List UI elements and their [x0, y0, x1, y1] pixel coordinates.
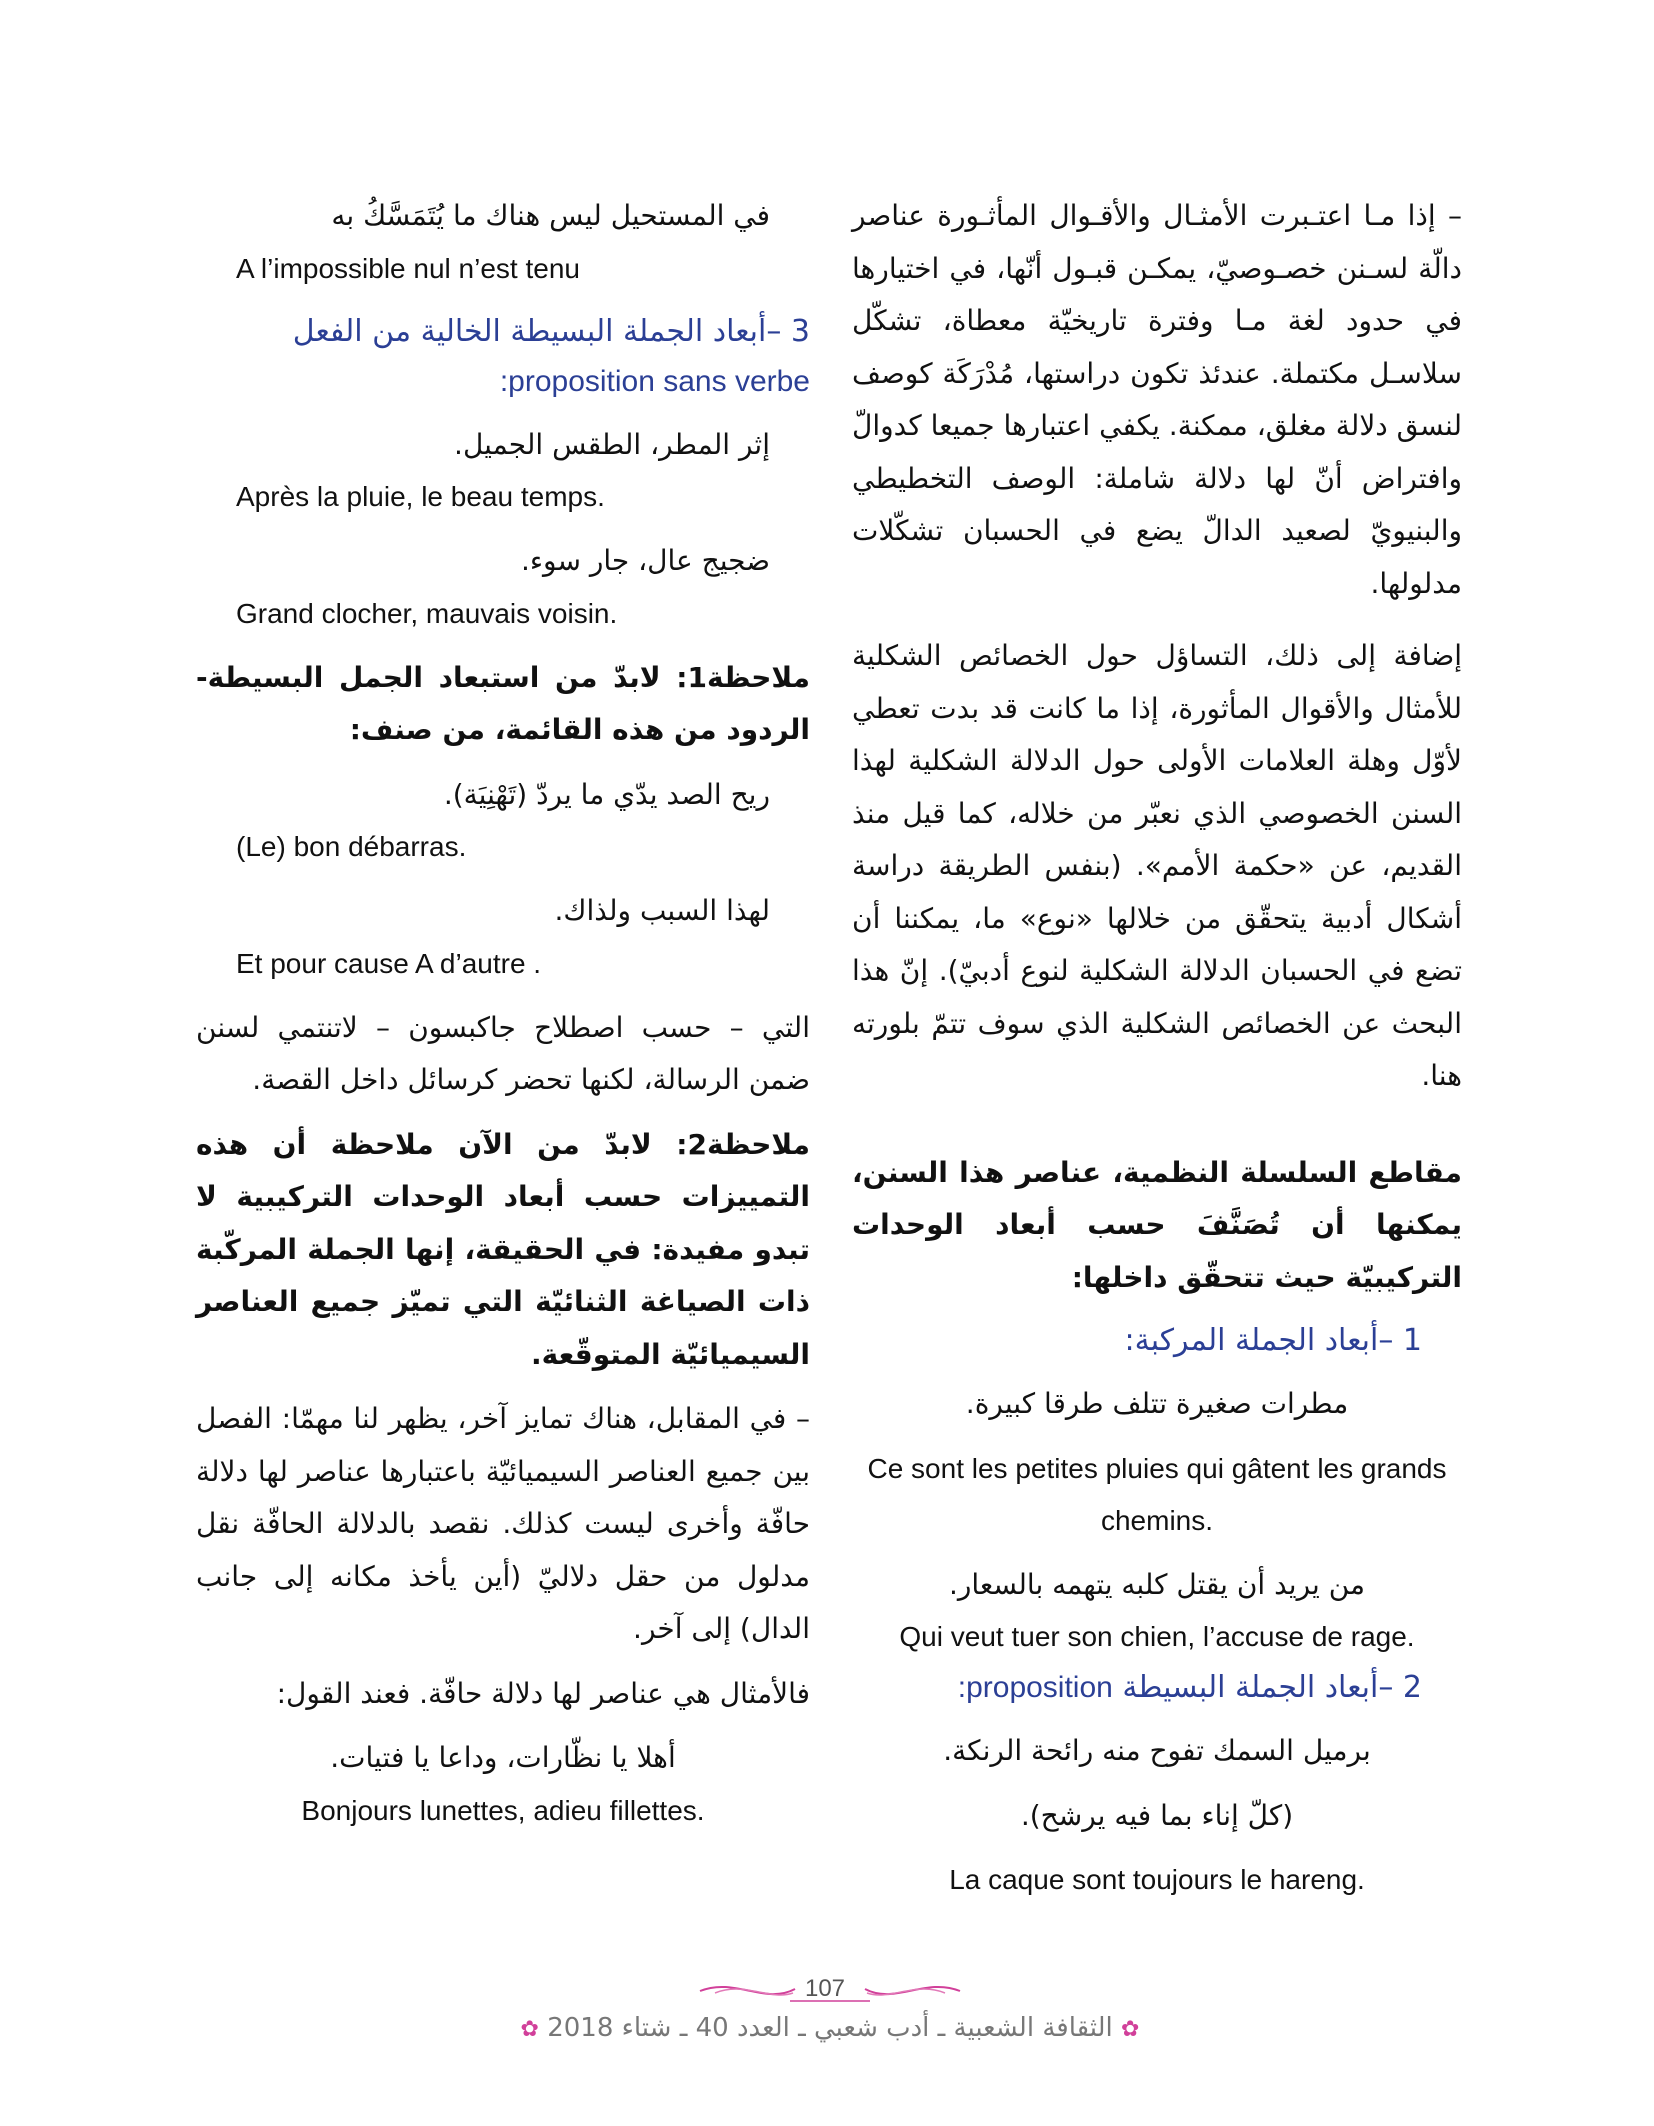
heading-arabic: 2 –أبعاد الجملة البسيطة [1122, 1670, 1422, 1705]
example-arabic: لهذا السبب ولذاك. [554, 894, 770, 927]
example-arabic: في المستحيل ليس هناك ما يُتَمَسَّكُ به [331, 199, 770, 232]
page-number: 107 [804, 1975, 846, 2002]
example-arabic: برميل السمك تفوح منه رائحة الرنكة. [943, 1734, 1371, 1767]
example-french: A l’impossible nul n’est tenu [236, 252, 580, 284]
paragraph: – إذا مـا اعتـبرت الأمثـال والأقـوال المأثـورة عناصر دالّة لسـنن خصـوصيّ، يمكـن قبـول أنّها، في اختيارها في حدود لغة مـا وفترة تاريخيّة معطاة، تشكّل سلاسـل مكتملة. عندئذ تكون دراستها، مُدْرَكَة كوصف لنسق دلالة مغلق، ممكنة. يكفي اعتبارها جميعا كدوالّ وافتراض أنّ لها دلالة شاملة: الوصف التخطيطي والبنيويّ لصعيد الدالّ يضع في الحسبان تشكّلات مدلولها. [852, 199, 1462, 600]
paragraph: مقاطع السلسلة النظمية، عناصر هذا السنن، يمكنها أن تُصَنَّفَ حسب أبعاد الوحدات التركيبيّة حيث تتحقّق داخلها: [852, 1155, 1462, 1294]
paragraph: فالأمثال هي عناصر لها دلالة حافّة. فعند القول: [276, 1676, 810, 1710]
note: ملاحظة1: لابدّ من استبعاد الجمل البسيطة- الردود من هذه القائمة، من صنف: [196, 660, 810, 746]
example-arabic: أهلا يا نظّارات، وداعا يا فتيات. [330, 1741, 676, 1774]
example-french: Ce sont les petites pluies qui gâtent les grands chemins. [867, 1452, 1447, 1536]
section-heading-french: :proposition sans verbe [499, 364, 810, 398]
example-french: Et pour cause A d’autre . [236, 947, 542, 979]
example-french: (Le) bon débarras. [236, 831, 467, 862]
publication-title: الثقافة الشعبية ـ أدب شعبي ـ العدد 40 ـ شتاء 2018 [547, 2013, 1113, 2043]
example-arabic: ضجيج عال، جار سوء. [520, 544, 770, 577]
example-french: La caque sont toujours le hareng. [949, 1864, 1365, 1895]
section-heading: 3 –أبعاد الجملة البسيطة الخالية من الفعل [292, 313, 810, 349]
paragraph: إضافة إلى ذلك، التساؤل حول الخصائص الشكلية للأمثال والأقوال المأثورة، إذا ما كانت قد بدت تعطي لأوّل وهلة العلامات الأولى حول الدلالة الشكلية لهذا السنن الخصوصي الذي نعبّر من خلاله، كما قيل منذ القديم، عن «حكمة الأمم». (بنفس الطريقة دراسة أشكال أدبية يتحقّق من خلالها «نوع» ما، يمكننا أن تضع في الحسبان الدلالة الشكلية لنوع أدبيّ). إنّ هذا البحث عن الخصائص الشكلية الذي سوف تتمّ بلورته هنا. [852, 639, 1462, 1092]
flower-icon: ✿ [520, 2017, 539, 2042]
note: ملاحظة2: لابدّ من الآن ملاحظة أن هذه التمييزات حسب أبعاد الوحدات التركيبية لا تبدو مفيدة: في الحقيقة، إنها الجملة المركّبة ذات الصياغة الثنائيّة التي تميّز جميع العناصر السيميائيّة المتوقّعة. [196, 1127, 810, 1371]
paragraph: – في المقابل، هناك تمايز آخر، يظهر لنا مهمّا: الفصل بين جميع العناصر السيميائيّة باعتبارها عناصر لها دلالة حافّة وأخرى ليست كذلك. نقصد بالدلالة الحافّة نقل مدلول من حقل دلاليّ (أين يأخذ مكانه إلى جانب الدال) إلى آخر. [196, 1402, 810, 1645]
example-french: Bonjours lunettes, adieu fillettes. [301, 1794, 705, 1826]
example-french: Grand clocher, mauvais voisin. [236, 597, 618, 629]
example-arabic: ريح الصد يدّي ما يردّ (تَهْنِيَة). [443, 777, 770, 811]
paragraph: التي – حسب اصطلاح جاكبسون – لاتنتمي لسنن ضمن الرسالة، لكنها تحضر كرسائل داخل القصة. [196, 1010, 810, 1096]
right-column [852, 190, 1462, 1906]
example-arabic: مطرات صغيرة تتلف طرقا كبيرة. [965, 1387, 1349, 1420]
flower-icon: ✿ [1121, 2017, 1140, 2042]
example-french: Après la pluie, le beau temps. [236, 481, 605, 512]
left-column [196, 190, 810, 1837]
example-arabic: (كلّ إناء بما فيه يرشح). [1020, 1798, 1294, 1832]
heading-french: proposition: [957, 1671, 1113, 1704]
section-heading: 1 –أبعاد الجملة المركبة: [1124, 1323, 1422, 1358]
section-heading [852, 1663, 1462, 1713]
publication-line [480, 2011, 1180, 2047]
example-arabic: من يريد أن يقتل كلبه يتهمه بالسعار. [948, 1567, 1366, 1601]
example-arabic: إثر المطر، الطقس الجميل. [454, 427, 770, 461]
example-french: Qui veut tuer son chien, l’accuse de rage. [899, 1621, 1415, 1652]
